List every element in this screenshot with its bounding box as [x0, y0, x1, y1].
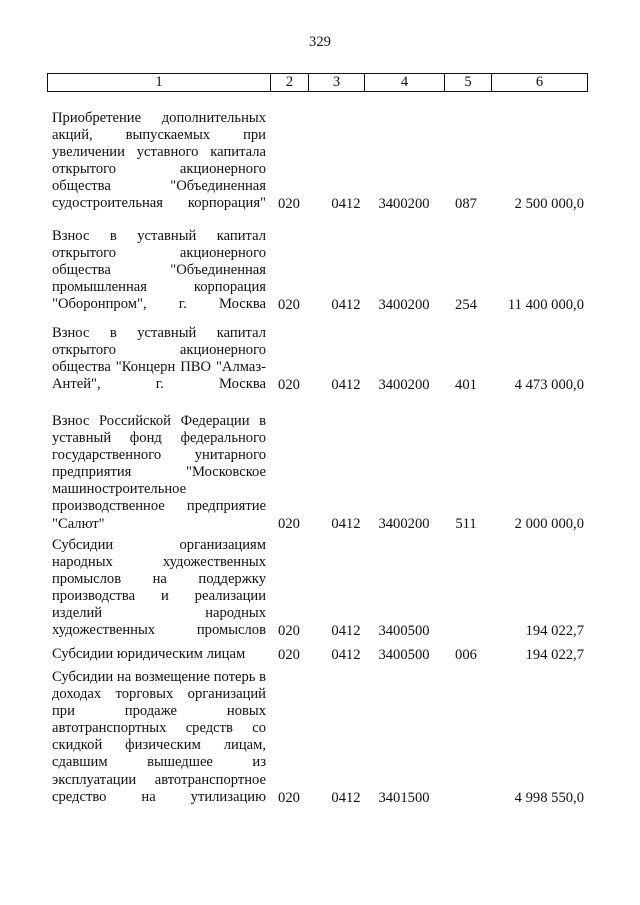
header-col-2: 2 [271, 74, 309, 92]
row-col-3: 0412 [331, 790, 361, 806]
row-col-4: 3400200 [378, 516, 430, 532]
row-description: Субсидии на возмещение потерь в доходах торговых организаций при продаже новых автотранспортных средств со скидкой физическим лицам, сдавшим вышедшее из эксплуатации автотранспортное средство на утилизацию [52, 669, 266, 805]
row-col-3: 0412 [331, 196, 361, 212]
table-row [0, 413, 640, 533]
header-col-6: 6 [492, 74, 588, 92]
row-col-2: 020 [278, 297, 300, 313]
row-description: Взнос в уставный капитал открытого акционерного общества "Концерн ПВО "Алмаз-Антей", г. Москва [52, 325, 266, 393]
table-row [0, 110, 640, 213]
row-col-3: 0412 [331, 377, 361, 393]
row-col-5: 511 [455, 516, 477, 532]
row-col-4: 3400500 [378, 623, 430, 639]
row-col-5: 401 [455, 377, 477, 393]
table-row [0, 325, 640, 394]
row-col-6: 11 400 000,0 [507, 297, 584, 313]
row-col-3: 0412 [331, 623, 361, 639]
row-col-2: 020 [278, 196, 300, 212]
row-description: Субсидии юридическим лицам [52, 646, 246, 662]
page-number: 329 [309, 34, 331, 50]
table-row [0, 669, 640, 807]
row-col-3: 0412 [331, 297, 361, 313]
row-col-4: 3400500 [378, 647, 430, 663]
table-row [0, 646, 640, 664]
table-row [0, 537, 640, 640]
row-col-2: 020 [278, 377, 300, 393]
row-col-6: 2 000 000,0 [514, 516, 584, 532]
row-col-5: 087 [455, 196, 477, 212]
row-col-6: 194 022,7 [525, 623, 584, 639]
header-col-1: 1 [48, 74, 271, 92]
row-col-4: 3400200 [378, 196, 430, 212]
row-col-4: 3400200 [378, 377, 430, 393]
row-col-4: 3400200 [378, 297, 430, 313]
row-description: Взнос Российской Федерации в уставный фонд федерального государственного унитарного предприятия "Московское машиностроительное производственное предприятие "Салют" [52, 413, 266, 532]
row-col-5: 254 [455, 297, 477, 313]
header-col-4: 4 [365, 74, 445, 92]
header-col-3: 3 [309, 74, 365, 92]
header-col-5: 5 [445, 74, 492, 92]
row-col-6: 4 998 550,0 [514, 790, 584, 806]
row-col-6: 4 473 000,0 [514, 377, 584, 393]
row-col-6: 194 022,7 [525, 647, 584, 663]
row-col-2: 020 [278, 647, 300, 663]
table-header [47, 73, 588, 92]
row-col-4: 3401500 [378, 790, 430, 806]
row-col-3: 0412 [331, 516, 361, 532]
row-col-2: 020 [278, 516, 300, 532]
row-col-6: 2 500 000,0 [514, 196, 584, 212]
row-col-3: 0412 [331, 647, 361, 663]
table-row [0, 228, 640, 314]
row-col-5: 006 [455, 647, 477, 663]
row-description: Взнос в уставный капитал открытого акционерного общества "Объединенная промышленная корпорация "Оборонпром", г. Москва [52, 228, 266, 313]
row-col-2: 020 [278, 790, 300, 806]
row-description: Субсидии организациям народных художественных промыслов на поддержку производства и реализации изделий народных художественных промыслов [52, 537, 266, 639]
row-description: Приобретение дополнительных акций, выпускаемых при увеличении уставного капитала открытого акционерного общества "Объединенная судостроительная корпорация" [52, 110, 266, 212]
row-col-2: 020 [278, 623, 300, 639]
